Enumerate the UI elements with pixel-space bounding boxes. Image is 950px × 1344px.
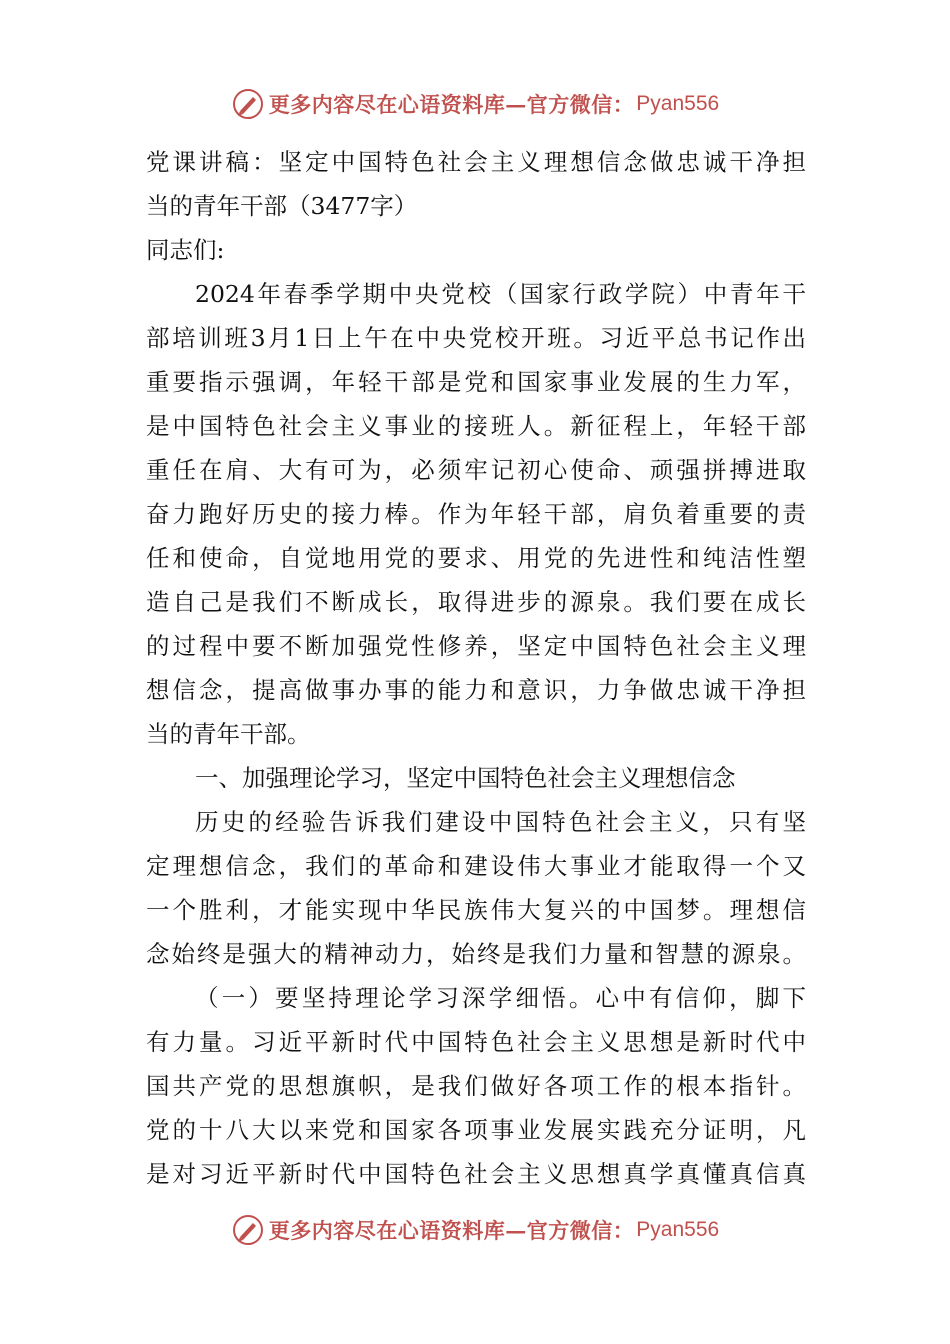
title-line-1: 党课讲稿：坚定中国特色社会主义理想信念做忠诚干净担 xyxy=(146,148,806,176)
text-line: 是对习近平新时代中国特色社会主义思想真学真懂真信真 xyxy=(146,1160,806,1188)
watermark-text: 更多内容尽在心语资料库—官方微信： xyxy=(268,92,635,117)
text-line: 党的十八大以来党和国家各项事业发展实践充分证明，凡 xyxy=(146,1116,806,1144)
text-line: 重要指示强调，年轻干部是党和国家事业发展的生力军， xyxy=(146,368,806,396)
text-line: 奋力跑好历史的接力棒。作为年轻干部，肩负着重要的责 xyxy=(146,500,806,528)
text-line: 是中国特色社会主义事业的接班人。新征程上，年轻干部 xyxy=(146,412,806,440)
text-line: 念始终是强大的精神动力，始终是我们力量和智慧的源泉。 xyxy=(146,940,806,968)
title-line-2: 当的青年干部（3477字） xyxy=(146,192,418,220)
salutation: 同志们: xyxy=(146,236,225,264)
text-line: 有力量。习近平新时代中国特色社会主义思想是新时代中 xyxy=(146,1028,806,1056)
text-line: 部培训班3月1日上午在中央党校开班。习近平总书记作出 xyxy=(146,324,806,352)
watermark-banner-top xyxy=(0,84,950,124)
pen-logo-icon xyxy=(231,87,265,121)
text-line: 重任在肩、大有可为，必须牢记初心使命、顽强拼搏进取 xyxy=(146,456,806,484)
text-line: （一）要坚持理论学习深学细悟。心中有信仰，脚下 xyxy=(195,984,806,1012)
text-line: 想信念，提高做事办事的能力和意识，力争做忠诚干净担 xyxy=(146,676,806,704)
document-body xyxy=(146,140,806,1196)
text-line: 造自己是我们不断成长，取得进步的源泉。我们要在成长 xyxy=(146,588,806,616)
text-line: 当的青年干部。 xyxy=(146,720,311,748)
pen-logo-icon xyxy=(231,1213,265,1247)
watermark-wechat-id: Pyan556 xyxy=(636,1218,720,1241)
watermark-text: 更多内容尽在心语资料库—官方微信： xyxy=(268,1218,635,1243)
text-line: 国共产党的思想旗帜，是我们做好各项工作的根本指针。 xyxy=(146,1072,806,1100)
text-line: 2024年春季学期中央党校（国家行政学院）中青年干 xyxy=(195,280,806,308)
text-line: 任和使命，自觉地用党的要求、用党的先进性和纯洁性塑 xyxy=(146,544,806,572)
text-line: 的过程中要不断加强党性修养，坚定中国特色社会主义理 xyxy=(146,632,806,660)
watermark-wechat-id: Pyan556 xyxy=(636,92,720,115)
text-line: 定理想信念，我们的革命和建设伟大事业才能取得一个又 xyxy=(146,852,806,880)
text-line: 历史的经验告诉我们建设中国特色社会主义，只有坚 xyxy=(195,808,806,836)
text-line: 一个胜利，才能实现中华民族伟大复兴的中国梦。理想信 xyxy=(146,896,806,924)
section-heading: 一、加强理论学习，坚定中国特色社会主义理想信念 xyxy=(195,764,736,792)
watermark-banner-bottom xyxy=(0,1210,950,1250)
